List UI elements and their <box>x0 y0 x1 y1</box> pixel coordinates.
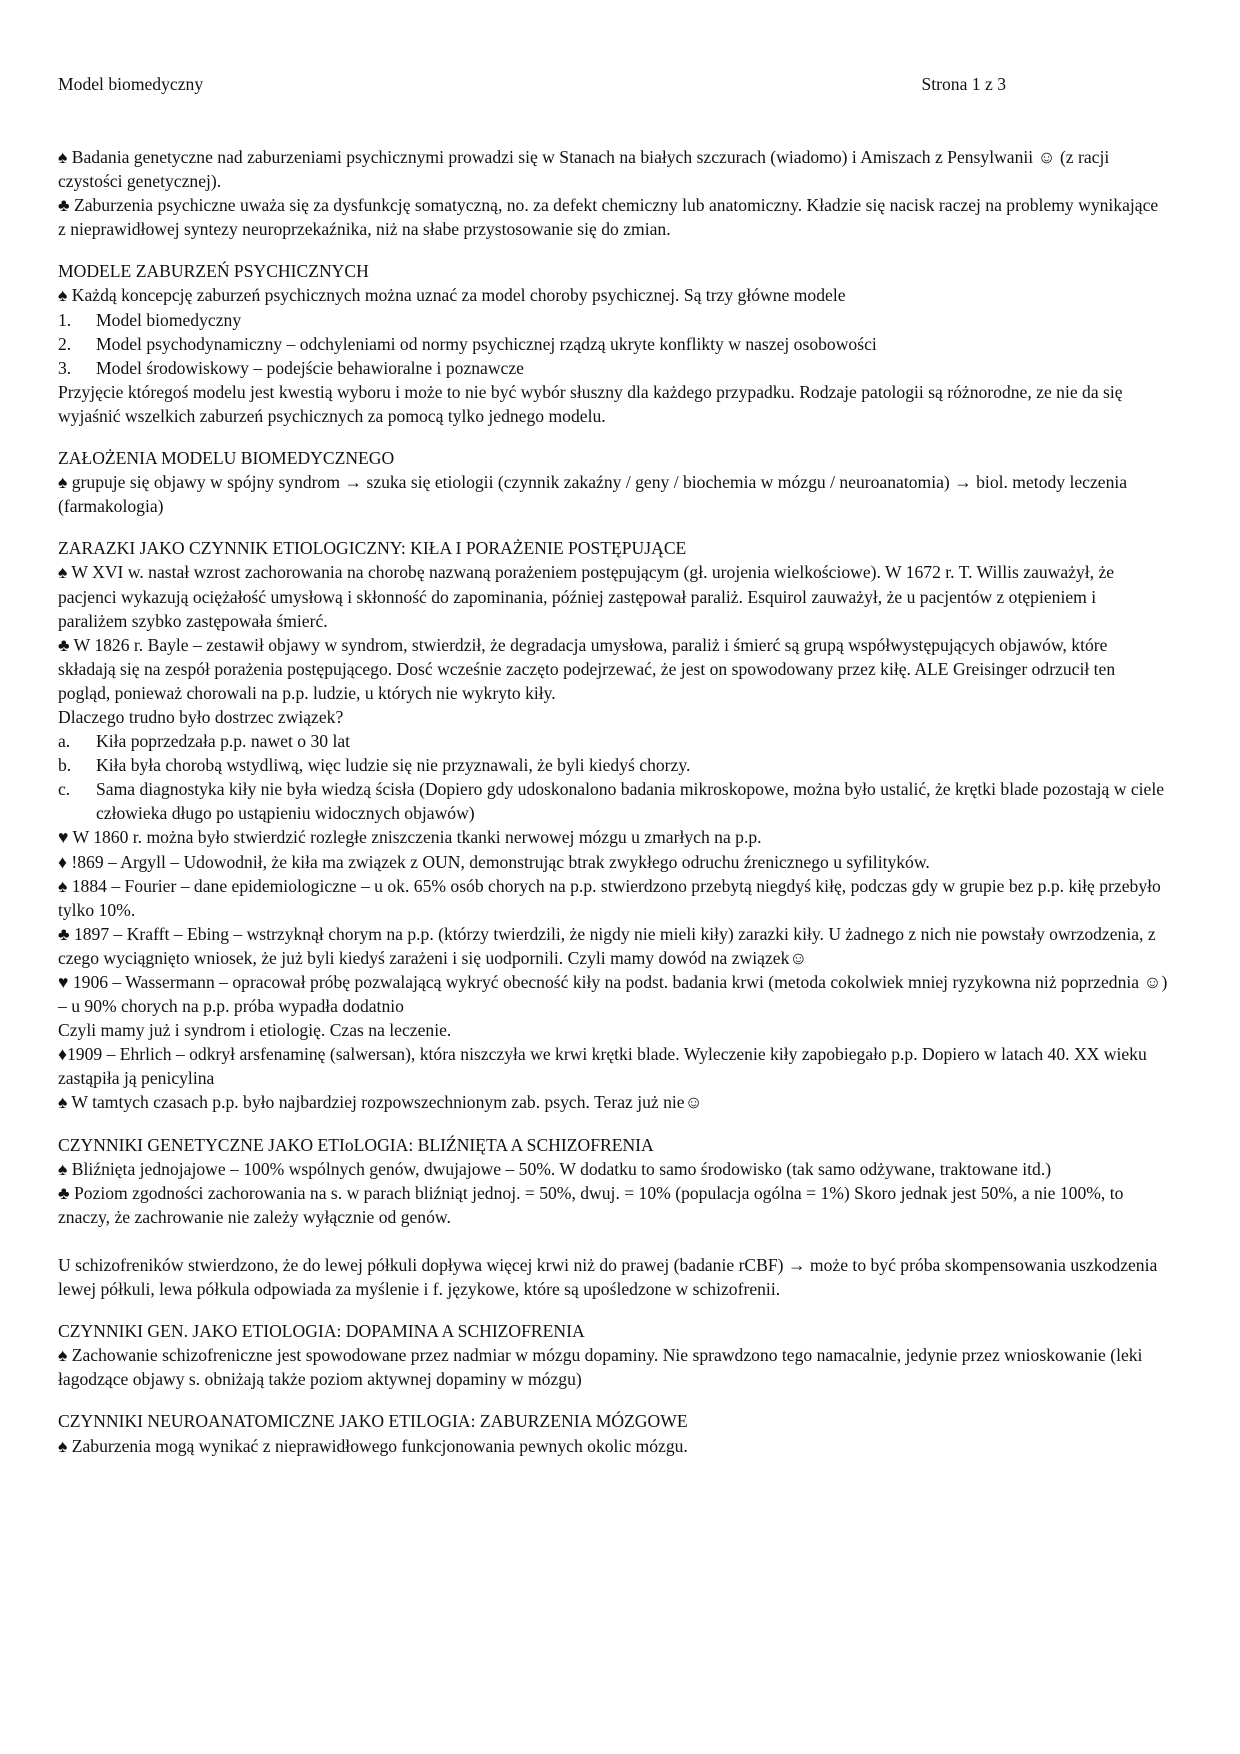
paragraph: ♠ W XVI w. nastał wzrost zachorowania na chorobę nazwaną porażeniem postępującym (gł. urojenia wielkościowe). W 1672 r. T. Willis zauważył, że pacjenci wykazują ociężałość umysłową i skłonność do zapominania, później zastępował paraliż. Esquirol zauważył, że u pacjentów z otępieniem i paraliżem szybko zastępowała śmierć. <box>58 562 1115 631</box>
list-text: Model psychodynamiczny – odchyleniami od normy psychicznej rządzą ukryte konflikty w naszej osobowości <box>96 333 877 354</box>
list-item <box>58 356 1168 380</box>
section-heading: CZYNNIKI NEUROANATOMICZNE JAKO ETILOGIA: ZABURZENIA MÓZGOWE <box>58 1411 688 1432</box>
list-text: Model środowiskowy – podejście behawioralne i poznawcze <box>96 357 524 378</box>
list-item <box>58 729 1168 753</box>
list-item <box>58 753 1168 777</box>
paragraph: ♠ Zachowanie schizofreniczne jest spowodowane przez nadmiar w mózgu dopaminy. Nie sprawdzono tego namacalnie, jedynie przez wnioskowanie (leki łagodzące objawy s. obniżają także poziom aktywnej dopaminy w mózgu) <box>58 1345 1143 1390</box>
paragraph: ♥ W 1860 r. można było stwierdzić rozległe zniszczenia tkanki nerwowej mózgu u zmarłych na p.p. <box>58 827 762 848</box>
list-item <box>58 308 1168 332</box>
paragraph: ♣ W 1826 r. Bayle – zestawił objawy w syndrom, stwierdził, że degradacja umysłowa, paraliż i śmierć są grupą współwystępujących objawów, które składają się na zespół porażenia postępującego. Dosć wcześnie zaczęto podejrzewać, że jest on spowodowany przez kiłę. ALE Greisinger odrzucił ten pogląd, ponieważ chorowali na p.p. ludzie, u których nie wykryto kiły. <box>58 634 1116 703</box>
list-marker: a. <box>58 731 71 752</box>
list-text: Kiła była chorobą wstydliwą, więc ludzie się nie przyznawali, że byli kiedyś chorzy. <box>96 755 691 776</box>
paragraph: ♠ W tamtych czasach p.p. było najbardziej rozpowszechnionym zab. psych. Teraz już nie☺ <box>58 1092 703 1113</box>
list-marker: c. <box>58 779 71 800</box>
paragraph: ♣ Poziom zgodności zachorowania na s. w parach bliźniąt jednoj. = 50%, dwuj. = 10% (populacja ogólna = 1%) Skoro jednak jest 50%, a nie 100%, to znaczy, że zachrowanie nie zależy wyłącznie od genów. <box>58 1182 1124 1227</box>
section-heading: ZAŁOŻENIA MODELU BIOMEDYCZNEGO <box>58 448 395 469</box>
section-heading: CZYNNIKI GENETYCZNE JAKO ETIoLOGIA: BLIŹNIĘTA A SCHIZOFRENIA <box>58 1134 654 1155</box>
list-item <box>58 777 1168 825</box>
paragraph: ♠ Zaburzenia mogą wynikać z nieprawidłowego funkcjonowania pewnych okolic mózgu. <box>58 1435 688 1456</box>
paragraph: U schizofreników stwierdzono, że do lewej półkuli dopływa więcej krwi niż do prawej (badanie rCBF) → może to być próba skompensowania uszkodzenia lewej półkuli, lewa półkula odpowiada za myślenie i f. językowe, które są upośledzone w schizofrenii. <box>58 1254 1158 1300</box>
paragraph: ♦ !869 – Argyll – Udowodnił, że kiła ma związek z OUN, demonstrując btrak zwykłego odruchu źrenicznego u syfilityków. <box>58 851 930 872</box>
list-marker: b. <box>58 755 72 776</box>
list-marker: 2. <box>58 333 72 354</box>
intro-paragraph: ♠ Badania genetyczne nad zaburzeniami psychicznymi prowadzi się w Stanach na białych szczurach (wiadomo) i Amiszach z Pensylwanii ☺ (z racji czystości genetycznej). <box>58 147 1110 192</box>
intro-paragraph: ♣ Zaburzenia psychiczne uważa się za dysfunkcję somatyczną, no. za defekt chemiczny lub anatomiczny. Kładzie się nacisk raczej na problemy wynikające z nieprawidłowej syntezy neuroprzekaźnika, niż na słabe przystosowanie się do zmian. <box>58 195 1159 240</box>
list-marker: 1. <box>58 309 72 330</box>
list-marker: 3. <box>58 357 72 378</box>
list-text: Model biomedyczny <box>96 309 242 330</box>
paragraph: ♠ Bliźnięta jednojajowe – 100% wspólnych genów, dwujajowe – 50%. W dodatku to samo środowisko (tak samo odżywane, traktowane itd.) <box>58 1158 1052 1179</box>
paragraph: ♥ 1906 – Wassermann – opracował próbę pozwalającą wykryć obecność kiły na podst. badania krwi (metoda cokolwiek mniej ryzykowna niż poprzednia ☺) – u 90% chorych na p.p. próba wypadła dodatnio <box>58 972 1168 1017</box>
page-number: Strona 1 z 3 <box>921 74 1006 94</box>
paragraph: ♠ grupuje się objawy w spójny syndrom → szuka się etiologii (czynnik zakaźny / geny / biochemia w mózgu / neuroanatomia) → biol. metody leczenia (farmakologia) <box>58 472 1128 517</box>
section-heading: MODELE ZABURZEŃ PSYCHICZNYCH <box>58 261 369 282</box>
paragraph: ♣ 1897 – Krafft – Ebing – wstrzyknął chorym na p.p. (którzy twierdzili, że nigdy nie mieli kiły) zarazki kiły. U żadnego z nich nie powstały owrzodzenia, z czego wyciągnięto wniosek, że już byli kiedyś zarażeni i się uodpornili. Czyli mamy dowód na związek☺ <box>58 923 1156 968</box>
document-page <box>58 72 1168 1458</box>
page-header <box>58 72 1006 96</box>
paragraph: ♠ Każdą koncepcję zaburzeń psychicznych można uznać za model choroby psychicznej. Są trzy główne modele <box>58 285 846 306</box>
paragraph: ♠ 1884 – Fourier – dane epidemiologiczne – u ok. 65% osób chorych na p.p. stwierdzono przebytą niegdyś kiłę, podczas gdy w grupie bez p.p. kiłę przebyło tylko 10%. <box>58 875 1161 920</box>
list-text: Sama diagnostyka kiły nie była wiedzą ścisła (Dopiero gdy udoskonalono badania mikroskopowe, można było ustalić, że krętki blade pozostają w ciele człowieka długo po ustąpieniu widocznych objawów) <box>96 779 1165 824</box>
section-heading: ZARAZKI JAKO CZYNNIK ETIOLOGICZNY: KIŁA I PORAŻENIE POSTĘPUJĄCE <box>58 538 687 559</box>
section-heading: CZYNNIKI GEN. JAKO ETIOLOGIA: DOPAMINA A SCHIZOFRENIA <box>58 1321 585 1342</box>
paragraph: Przyjęcie któregoś modelu jest kwestią wyboru i może to nie być wybór słuszny dla każdego przypadku. Rodzaje patologii są różnorodne, ze nie da się wyjaśnić wszelkich zaburzeń psychicznych za pomocą tylko jednego modelu. <box>58 381 1123 426</box>
list-item <box>58 332 1168 356</box>
paragraph: Czyli mamy już i syndrom i etiologię. Czas na leczenie. <box>58 1020 452 1041</box>
list-text: Kiła poprzedzała p.p. nawet o 30 lat <box>96 731 351 752</box>
paragraph: Dlaczego trudno było dostrzec związek? <box>58 706 344 727</box>
document-title: Model biomedyczny <box>58 74 204 94</box>
paragraph: ♦1909 – Ehrlich – odkrył arsfenaminę (salwersan), która niszczyła we krwi krętki blade. Wyleczenie kiły zapobiegało p.p. Dopiero w latach 40. XX wieku zastąpiła ją penicylina <box>58 1044 1147 1089</box>
